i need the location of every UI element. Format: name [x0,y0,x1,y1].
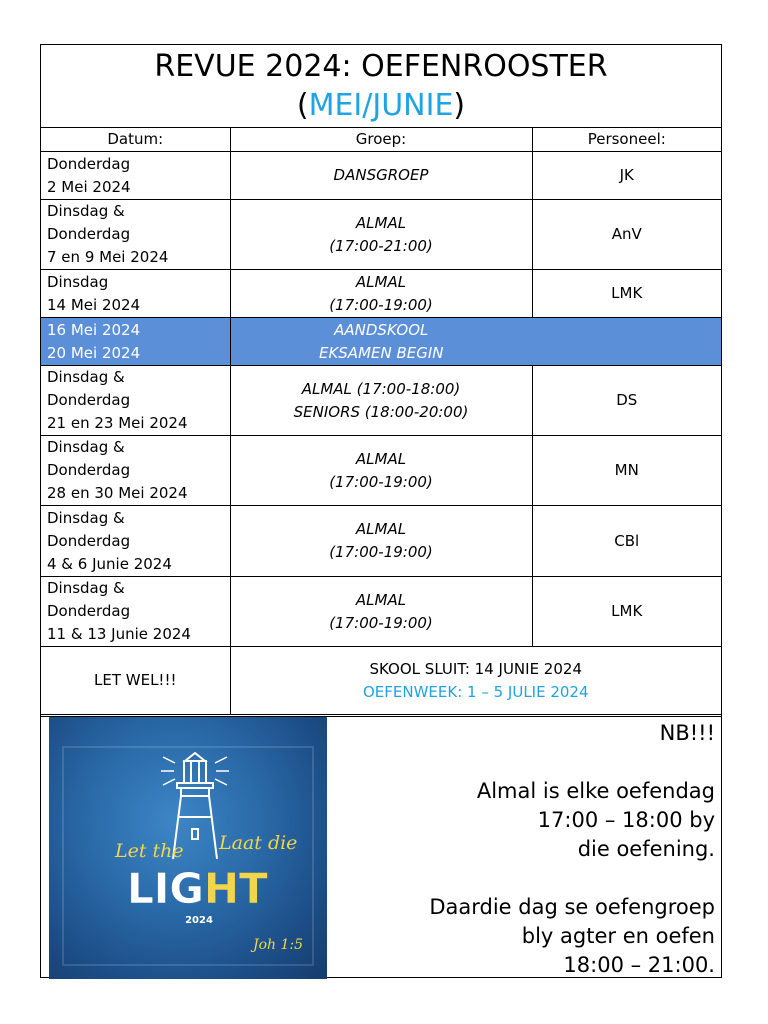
date-line: Dinsdag [47,272,109,291]
group-line: EKSAMEN BEGIN [318,343,444,362]
group-line: DANSGROEP [333,166,429,184]
nb-line: 18:00 – 21:00. [563,953,715,977]
group-cell [230,577,532,647]
date-line: 11 & 13 Junie 2024 [47,625,191,643]
group-line: (17:00-19:00) [329,613,433,632]
date-line: Donderdag [47,154,131,173]
date-line: Donderdag [47,602,131,620]
group-line: ALMAL [355,449,407,468]
poster-verse: Joh 1:5 [253,937,304,953]
poster-year: 2024 [185,915,213,926]
date-cell [41,506,230,577]
date-line: 4 & 6 Junie 2024 [47,554,172,573]
date-line: Donderdag [47,225,131,243]
group-line: ALMAL [355,590,407,609]
date-cell [41,152,230,200]
school-notice-cell [230,647,721,715]
title-line-2 [41,88,721,124]
nb-line: bly agter en oefen [521,924,715,948]
title-paren-close: ) [453,88,466,123]
group-cell [230,506,532,577]
staff-cell: LMK [532,577,721,647]
table-row [41,270,721,318]
date-line: 7 en 9 Mei 2024 [47,248,169,266]
staff-cell: AnV [532,200,721,270]
nb-line: 17:00 – 18:00 by [537,808,715,832]
date-line: 2 Mei 2024 [47,177,131,196]
highlight-row [41,318,721,366]
poster-laat-die: Laat die [219,832,298,854]
nb-heading: NB!!! [659,721,715,745]
group-line: (17:00-21:00) [329,236,433,255]
table-header-row [41,128,721,152]
nb-line: Almal is elke oefendag [476,779,715,803]
staff-cell: CBl [532,506,721,577]
date-line: Dinsdag & [47,438,125,456]
table-row [41,366,721,436]
group-line: ALMAL (17:00-18:00) [301,379,461,398]
school-close-line: SKOOL SLUIT: 14 JUNIE 2024 [369,659,582,678]
date-line: Dinsdag & [47,579,125,597]
group-line: (17:00-19:00) [329,543,433,561]
group-cell [230,436,532,506]
letwel-row [41,647,721,715]
date-line: Donderdag [47,531,131,550]
bottom-section [41,716,721,979]
group-cell [230,366,532,436]
group-line: (17:00-19:00) [329,295,433,314]
date-line: 16 Mei 2024 [47,320,141,339]
date-line: Donderdag [47,461,131,479]
date-line: 28 en 30 Mei 2024 [47,484,188,502]
staff-cell: MN [532,436,721,506]
date-cell [41,436,230,506]
letwel-label: LET WEL!!! [41,647,230,715]
poster-light-word: LIGHT [127,864,268,913]
schedule-table [41,127,721,715]
group-line: ALMAL [355,272,407,291]
title-paren-open: ( [296,88,309,123]
practice-week-line: OEFENWEEK: 1 – 5 JULIE 2024 [362,682,589,701]
date-line: 14 Mei 2024 [47,295,141,314]
staff-cell: JK [532,152,721,200]
group-line: (17:00-19:00) [329,472,433,491]
table-row [41,506,721,577]
date-line: Dinsdag & [47,368,125,386]
schedule-sheet [40,44,722,978]
staff-cell: LMK [532,270,721,318]
column-header-staff: Personeel: [532,128,721,152]
date-cell [41,318,230,366]
staff-cell: DS [532,366,721,436]
date-cell [41,270,230,318]
group-line: AANDSKOOL [334,320,429,339]
group-line: ALMAL [355,213,407,232]
date-line: Dinsdag & [47,202,125,220]
column-header-group: Groep: [230,128,532,152]
table-row [41,436,721,506]
table-row [41,200,721,270]
nb-notice [335,719,715,980]
title-line-1: REVUE 2024: OEFENROOSTER [154,49,608,84]
group-cell [230,200,532,270]
date-line: 21 en 23 Mei 2024 [47,414,188,432]
group-cell [230,270,532,318]
exam-notice-cell [230,318,721,366]
table-row [41,152,721,200]
date-cell [41,200,230,270]
nb-line: die oefening. [577,837,715,861]
column-header-date: Datum: [41,128,230,152]
group-line: SENIORS (18:00-20:00) [293,402,469,421]
poster-let-the: Let the [115,840,184,862]
group-cell [230,152,532,200]
date-cell [41,577,230,647]
page-title [41,45,721,128]
date-line: Donderdag [47,391,131,409]
lighthouse-poster-image [49,717,327,979]
lighthouse-icon [49,717,327,979]
group-line: ALMAL [355,520,407,538]
date-line: 20 Mei 2024 [47,343,141,362]
table-row [41,577,721,647]
date-cell [41,366,230,436]
date-line: Dinsdag & [47,508,125,527]
nb-line: Daardie dag se oefengroep [429,895,715,919]
title-month-range: MEI/JUNIE [308,88,454,123]
